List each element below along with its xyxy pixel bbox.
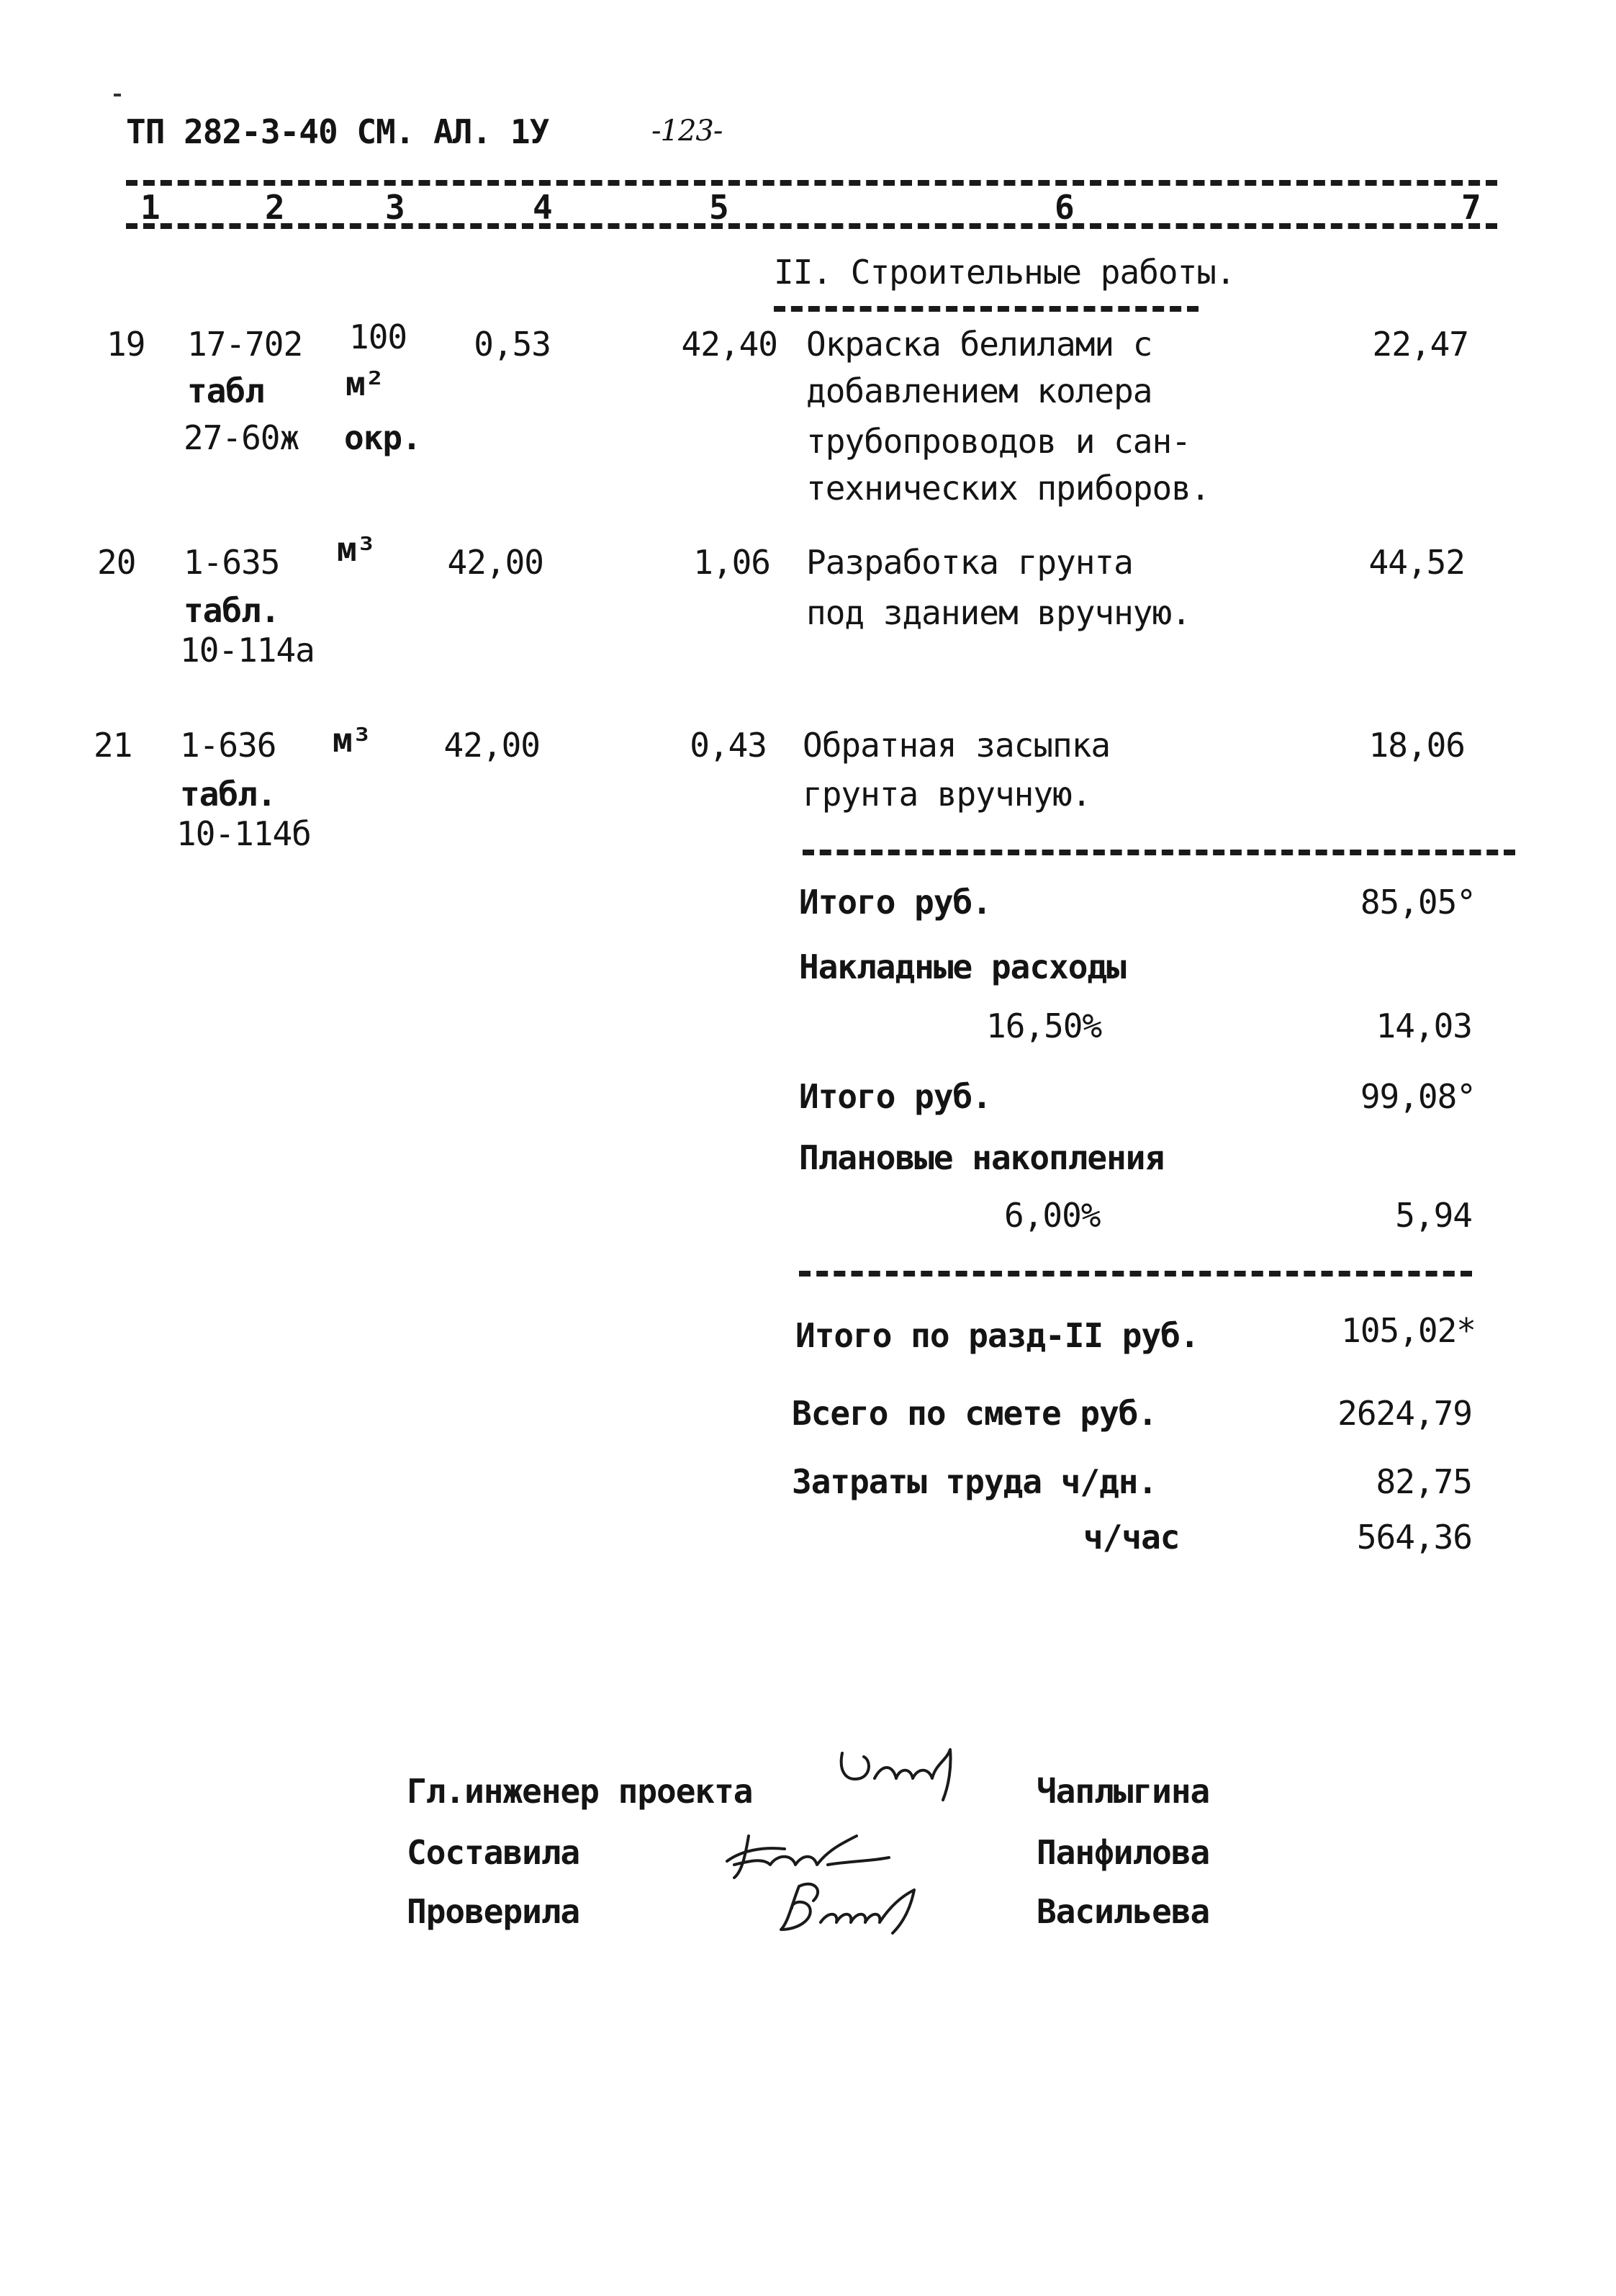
unit-multiplier: 100: [349, 318, 407, 356]
work-description: технических приборов.: [806, 469, 1210, 508]
unit-qualifier: окр.: [344, 418, 421, 457]
unit-price: 42,40: [681, 325, 777, 364]
unit-price: 0,43: [690, 726, 767, 765]
work-description: грунта вручную.: [803, 775, 1091, 814]
grand-total-label: Всего по смете руб.: [792, 1394, 1157, 1433]
norm-code: 1-636: [180, 726, 276, 765]
scan-mark: [114, 94, 121, 96]
row-number: 21: [94, 726, 132, 765]
quantity: 0,53: [474, 325, 551, 364]
overhead-value: 14,03: [1376, 1007, 1472, 1045]
line-total: 22,47: [1372, 325, 1468, 364]
signatory-name: Панфилова: [1037, 1833, 1210, 1872]
labor-hours-value: 564,36: [1356, 1518, 1472, 1557]
norm-code: 17-702: [187, 325, 303, 364]
document-code: ТП 282-3-40 СМ. АЛ. 1У: [126, 112, 549, 151]
section-total-label: Итого по разд-II руб.: [795, 1316, 1199, 1355]
quantity: 42,00: [443, 726, 540, 765]
handwritten-signature: [828, 1739, 1001, 1804]
signatory-name: Васильева: [1037, 1892, 1210, 1931]
work-description: под зданием вручную.: [806, 593, 1191, 632]
planned-savings-label: Плановые накопления: [799, 1138, 1165, 1177]
grand-total-value: 2624,79: [1337, 1394, 1472, 1433]
unit: м²: [346, 364, 384, 403]
labor-days-value: 82,75: [1376, 1462, 1472, 1501]
unit: м³: [333, 721, 371, 760]
planned-savings-value: 5,94: [1395, 1196, 1472, 1235]
work-description: Обратная засыпка: [803, 726, 1111, 765]
row-number: 20: [97, 543, 136, 582]
column-number-5: 5: [709, 188, 728, 227]
subtotal-label: Итого руб.: [799, 883, 991, 922]
norm-table-label: табл.: [180, 775, 276, 814]
work-description: Окраска белилами с: [806, 325, 1152, 364]
header-top-rule: [126, 180, 1497, 186]
signatory-name: Чаплыгина: [1037, 1772, 1210, 1811]
signatory-role: Гл.инженер проекта: [407, 1772, 753, 1811]
section-title-underline: [774, 306, 1199, 312]
planned-savings-rate: 6,00%: [1004, 1196, 1101, 1235]
column-number-7: 7: [1461, 188, 1481, 227]
subtotal-label: Итого руб.: [799, 1077, 991, 1116]
norm-code: 1-635: [184, 543, 280, 582]
quantity: 42,00: [447, 543, 543, 582]
column-number-1: 1: [140, 188, 160, 227]
signatory-role: Составила: [407, 1833, 580, 1872]
line-total: 18,06: [1368, 726, 1465, 765]
norm-table-number: 27-60ж: [184, 418, 299, 457]
column-number-4: 4: [533, 188, 552, 227]
norm-table-number: 10-114б: [176, 814, 311, 853]
totals-separator: [803, 850, 1515, 855]
unit: м³: [337, 530, 376, 569]
labor-hours-label: ч/час: [1083, 1518, 1180, 1557]
subtotal-value: 99,08°: [1360, 1077, 1476, 1116]
column-number-2: 2: [265, 188, 284, 227]
line-total: 44,52: [1368, 543, 1465, 582]
row-number: 19: [107, 325, 145, 364]
overhead-label: Накладные расходы: [799, 947, 1126, 986]
subtotal-value: 85,05°: [1360, 883, 1476, 922]
work-description: Разработка грунта: [806, 543, 1133, 582]
section-total-value: 105,02*: [1341, 1311, 1476, 1350]
page-number: -123-: [651, 114, 723, 148]
column-number-6: 6: [1055, 188, 1074, 227]
handwritten-signature: [770, 1872, 943, 1937]
norm-table-label: табл: [187, 372, 264, 410]
work-description: трубопроводов и сан-: [806, 422, 1191, 461]
overhead-rate: 16,50%: [986, 1007, 1102, 1045]
unit-price: 1,06: [693, 543, 770, 582]
header-bottom-rule: [126, 223, 1497, 229]
column-number-3: 3: [385, 188, 405, 227]
labor-cost-label: Затраты труда ч/дн.: [792, 1462, 1157, 1501]
norm-table-label: табл.: [184, 591, 280, 630]
norm-table-number: 10-114а: [180, 631, 315, 670]
section-title: II. Строительные работы.: [774, 253, 1235, 292]
signatory-role: Проверила: [407, 1892, 580, 1931]
work-description: добавлением колера: [806, 372, 1152, 410]
totals-separator: [799, 1271, 1472, 1277]
